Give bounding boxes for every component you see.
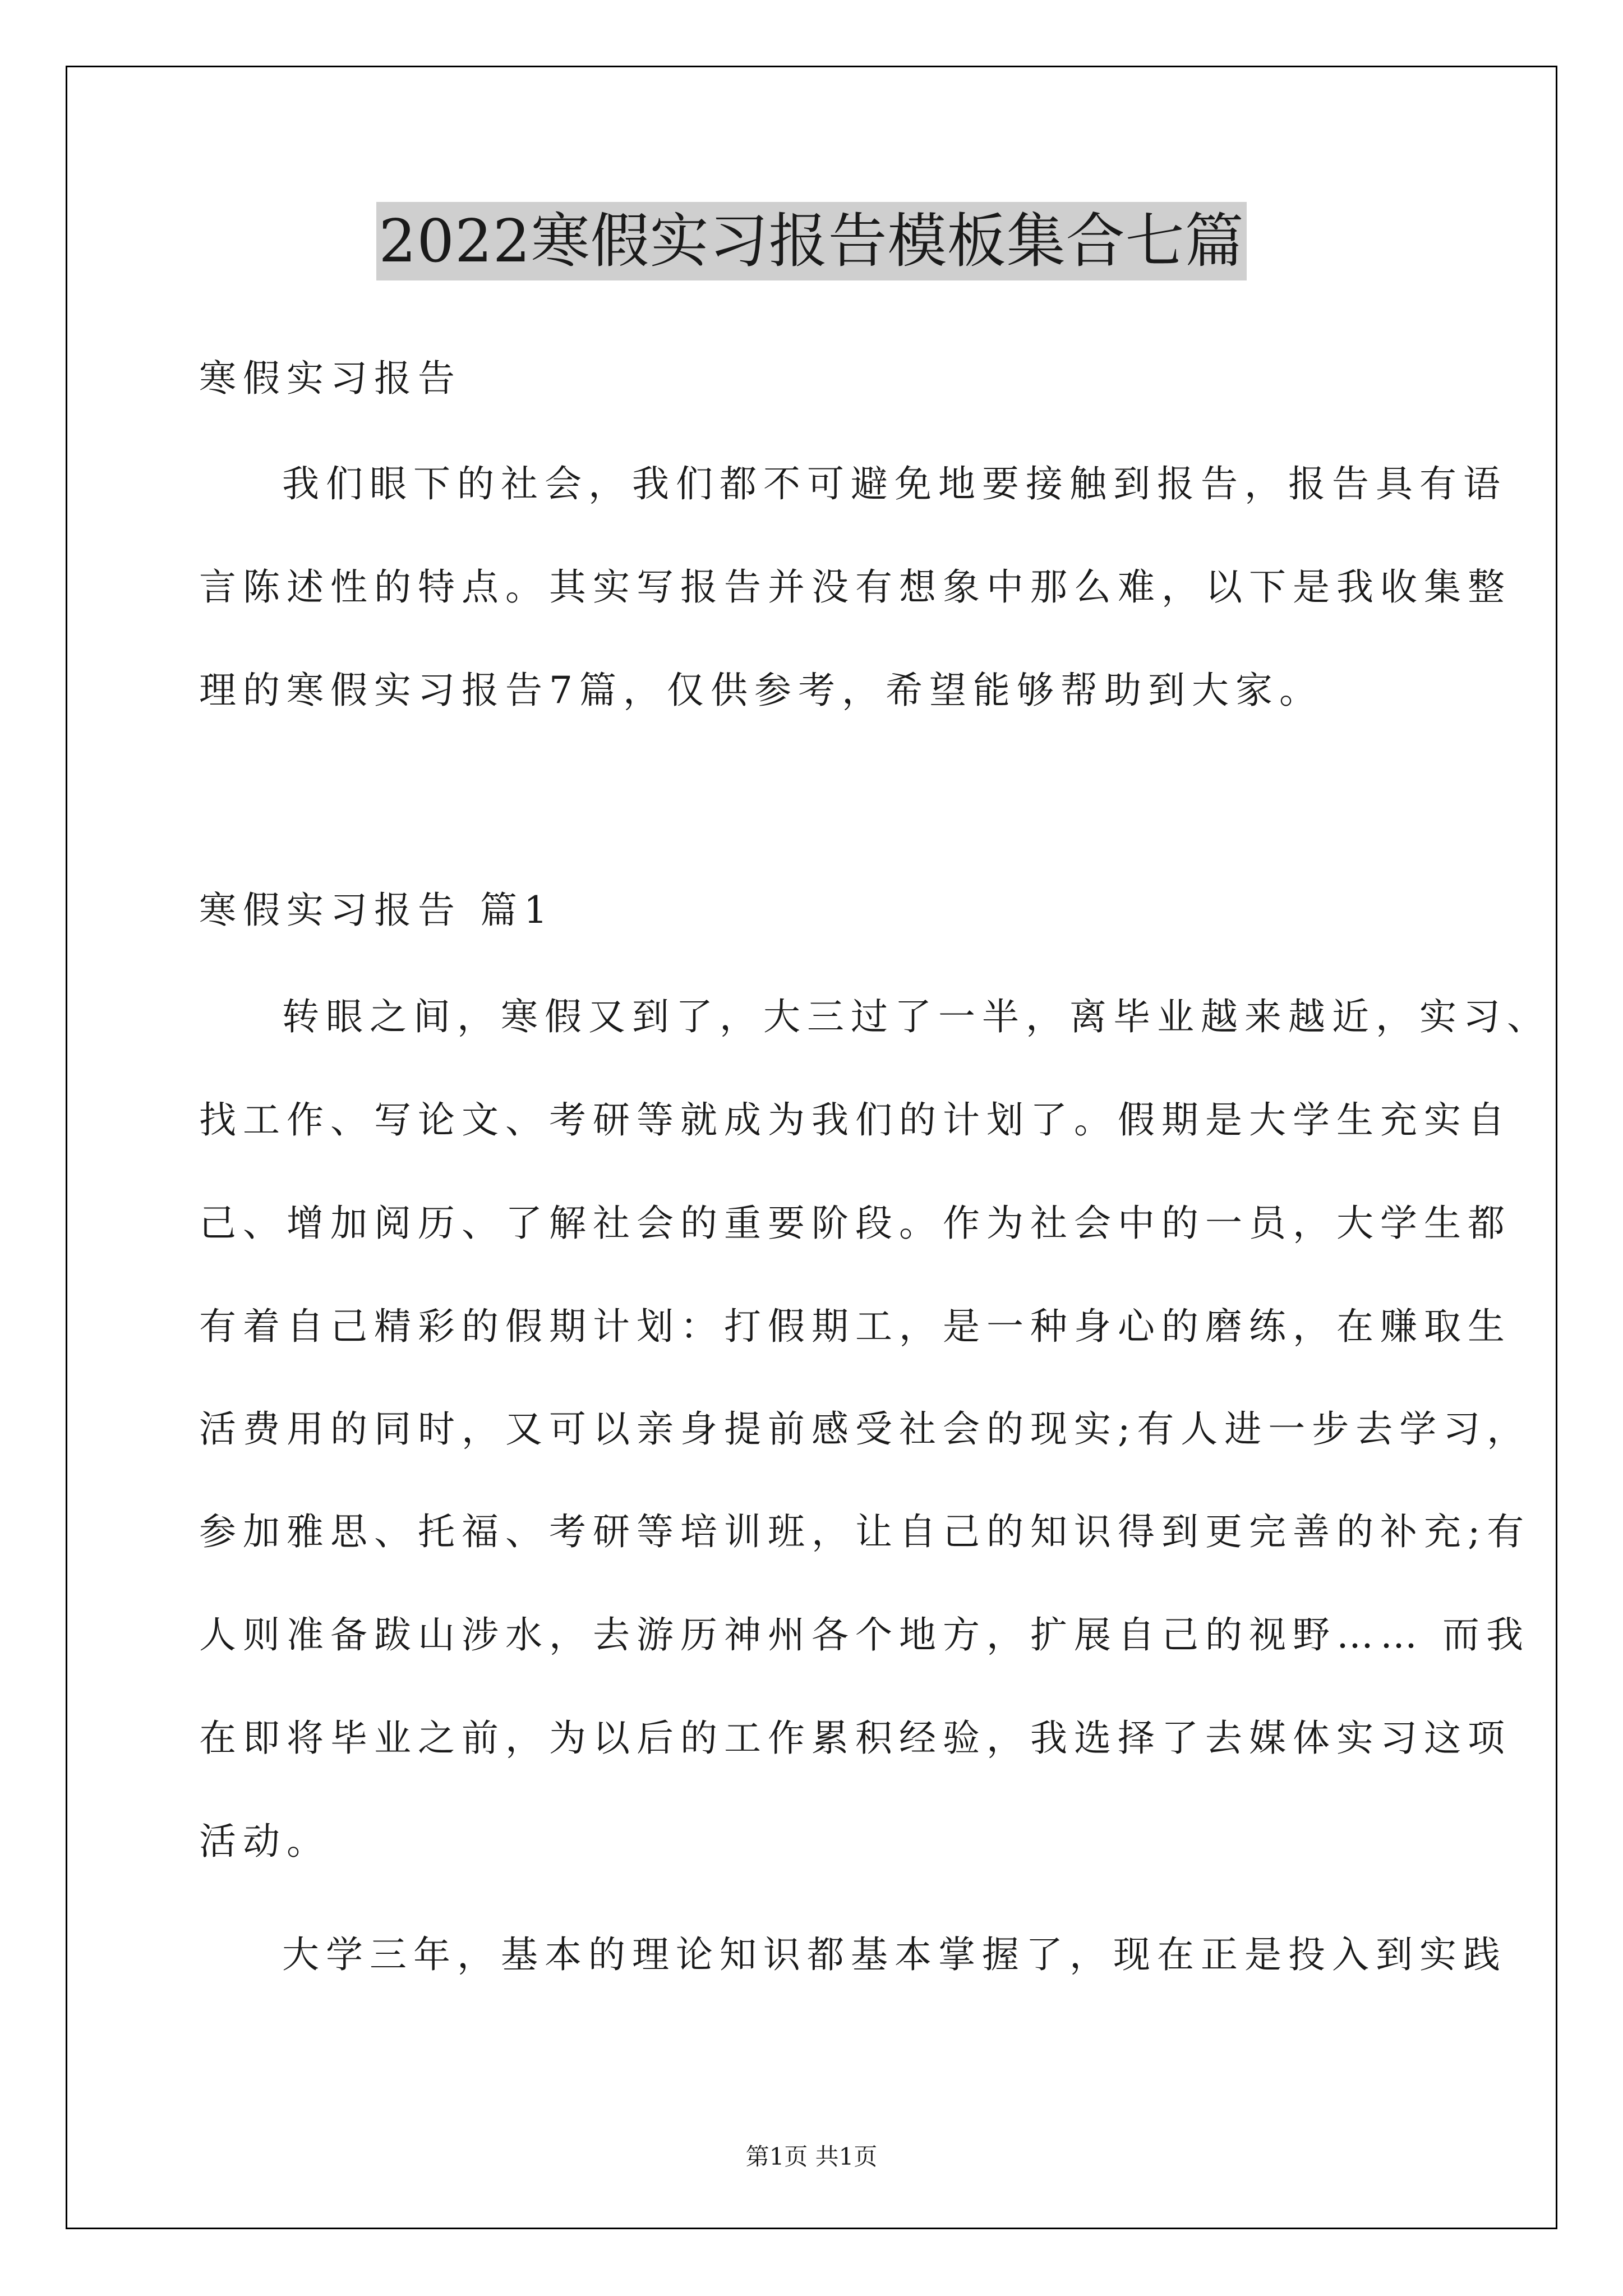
section-heading: 寒假实习报告 篇1: [199, 889, 554, 932]
title-wrap: [0, 202, 1623, 280]
paragraph-line: 找工作、写论文、考研等就成为我们的计划了。假期是大学生充实自: [199, 1098, 1511, 1142]
paragraph-line: 理的寒假实习报告7篇，仅供参考，希望能够帮助到大家。: [199, 669, 1323, 712]
page-footer: [0, 2140, 1623, 2174]
paragraph-line: 己、增加阅历、了解社会的重要阶段。作为社会中的一员，大学生都: [199, 1202, 1511, 1245]
page-number: 第1页 共1页: [745, 2143, 878, 2170]
paragraph-line: 参加雅思、托福、考研等培训班，让自己的知识得到更完善的补充;有: [199, 1510, 1531, 1553]
paragraph-line: 大学三年，基本的理论知识都基本掌握了，现在正是投入到实践: [282, 1933, 1507, 1976]
paragraph-line: 在即将毕业之前，为以后的工作累积经验，我选择了去媒体实习这项: [199, 1717, 1511, 1760]
paragraph-line: 言陈述性的特点。其实写报告并没有想象中那么难，以下是我收集整: [199, 565, 1511, 609]
paragraph-line: 人则准备跋山涉水，去游历神州各个地方，扩展自己的视野…… 而我: [199, 1613, 1530, 1657]
paragraph-line: 有着自己精彩的假期计划：打假期工，是一种身心的磨练，在赚取生: [199, 1305, 1511, 1348]
paragraph-line: 转眼之间，寒假又到了，大三过了一半，离毕业越来越近，实习、: [282, 995, 1551, 1038]
section-heading: 寒假实习报告: [199, 357, 462, 400]
paragraph-line: 活费用的同时，又可以亲身提前感受社会的现实;有人进一步去学习，: [199, 1407, 1531, 1451]
document-title: 2022寒假实习报告模板集合七篇: [376, 202, 1246, 280]
paragraph-line: 我们眼下的社会，我们都不可避免地要接触到报告，报告具有语: [282, 462, 1507, 505]
paragraph-line: 活动。: [199, 1820, 330, 1863]
